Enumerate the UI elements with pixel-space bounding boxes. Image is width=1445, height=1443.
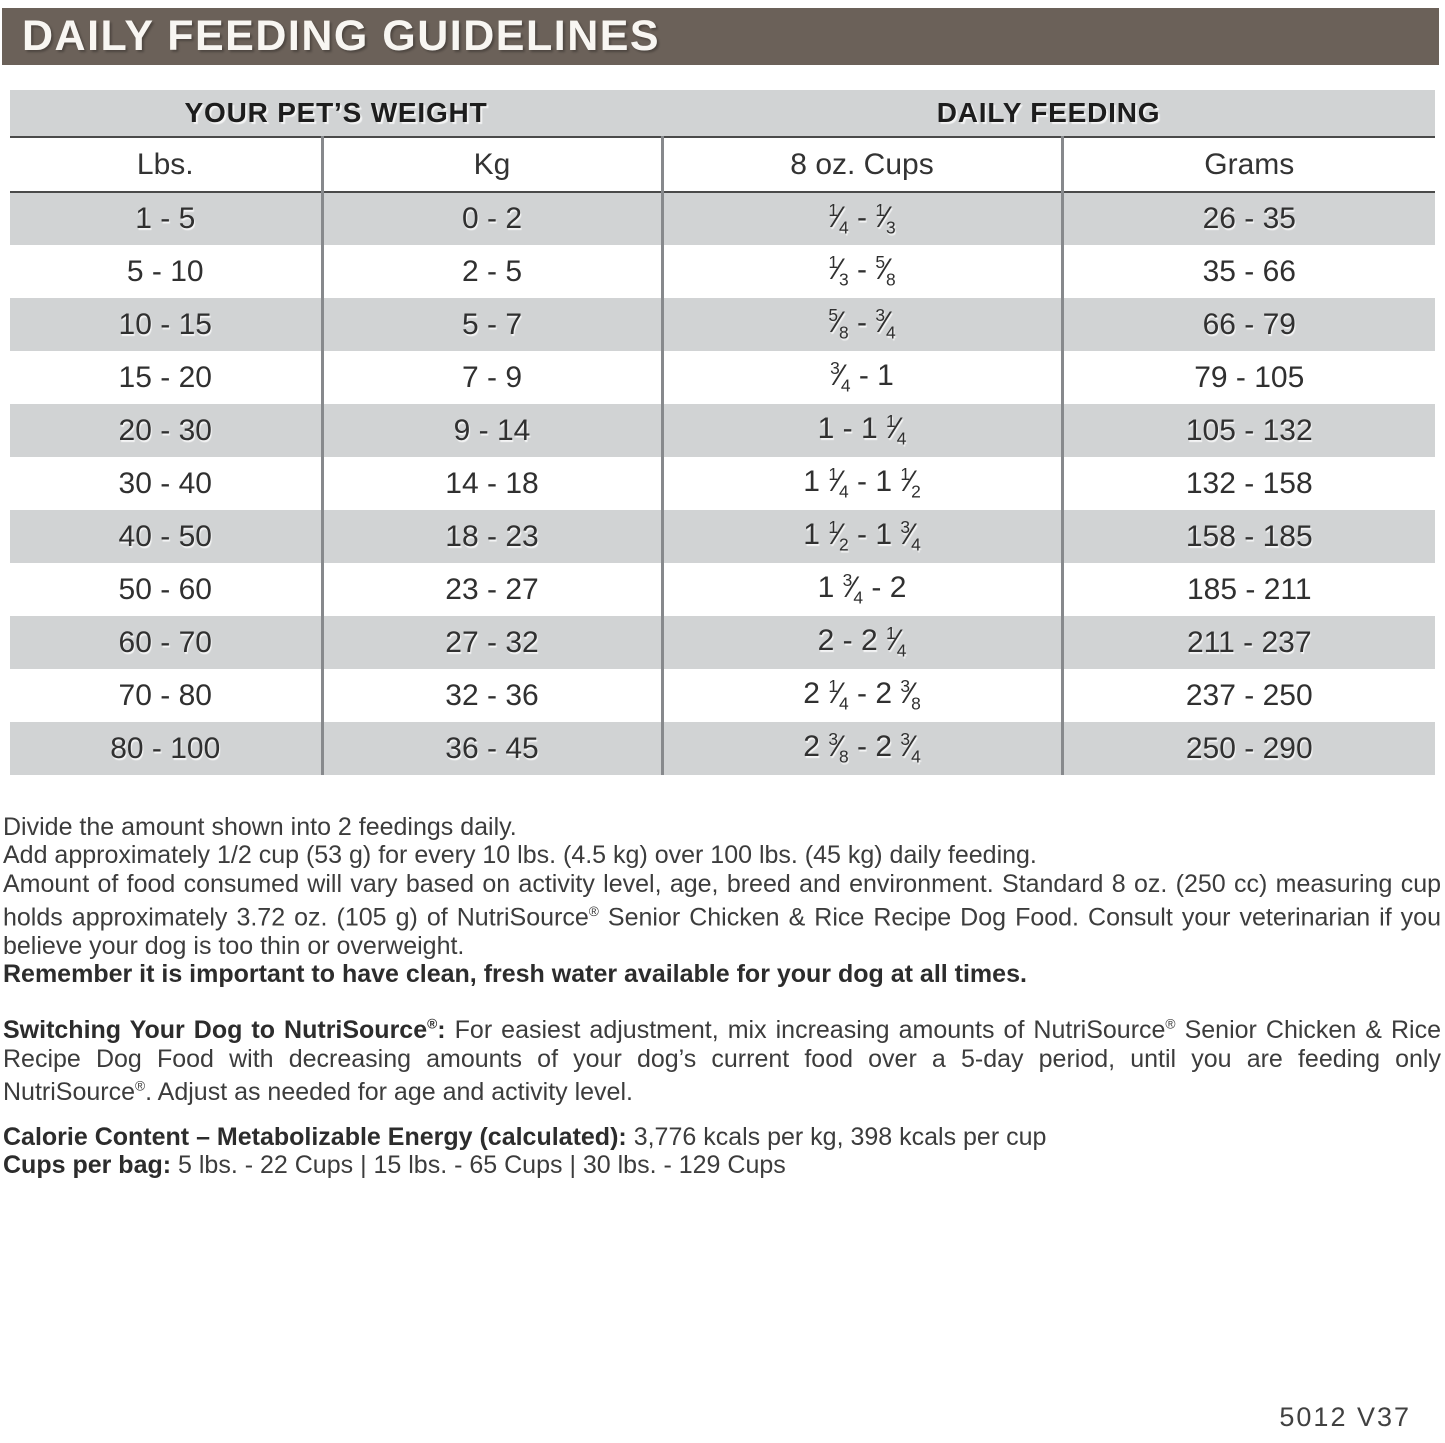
cell-kg: 5 - 7 (322, 298, 662, 351)
cell-lbs: 1 - 5 (10, 192, 322, 245)
cell-grams: 158 - 185 (1062, 510, 1435, 563)
page-title: DAILY FEEDING GUIDELINES (22, 12, 661, 60)
cell-cups: 1 - 1 $^1⁄_4$ (662, 404, 1062, 457)
table-row (10, 616, 1435, 669)
switching-body: For easiest adjustment, mix increasing amounts of NutriSource® Senior Chicken & Rice Recipe Dog Food with decreasing amounts of your dog’s current food over a 5-day period, until you are feeding only NutriSource®. Adjust as needed for age and activity level. (3, 1016, 1441, 1107)
col-header-kg: Kg (322, 137, 662, 192)
table-row (10, 298, 1435, 351)
cell-grams: 237 - 250 (1062, 669, 1435, 722)
calorie-content-line (3, 1123, 1441, 1151)
cell-kg: 36 - 45 (322, 722, 662, 775)
table-row (10, 510, 1435, 563)
cell-grams: 132 - 158 (1062, 457, 1435, 510)
cell-cups: 1 $^1⁄_4 - 1$ $^1⁄_2$ (662, 457, 1062, 510)
cell-cups: $^3⁄_4 - 1$ (662, 351, 1062, 404)
cell-kg: 14 - 18 (322, 457, 662, 510)
note-divide-feedings: Divide the amount shown into 2 feedings daily. (3, 813, 517, 841)
cell-grams: 105 - 132 (1062, 404, 1435, 457)
feeding-table-body (10, 192, 1435, 775)
cups-per-bag-label: Cups per bag: (3, 1151, 172, 1180)
calorie-section (3, 1123, 1441, 1180)
cell-lbs: 80 - 100 (10, 722, 322, 775)
cell-lbs: 15 - 20 (118, 360, 212, 394)
cell-cups: 2 $^3⁄_8 - 2$ $^3⁄_4$ (662, 722, 1062, 775)
cell-grams: 35 - 66 (1062, 245, 1435, 298)
table-row (10, 245, 1435, 298)
cell-cups: 2 $^1⁄_4 - 2$ $^3⁄_8$ (662, 669, 1062, 722)
col-header-grams: Grams (1062, 137, 1435, 192)
notes-section (3, 813, 1441, 988)
cell-cups: 1 $^1⁄_2 - 1$ $^3⁄_4$ (662, 510, 1062, 563)
cell-lbs: 10 - 15 (10, 298, 322, 351)
cell-kg: 2 - 5 (322, 245, 662, 298)
cell-grams: 79 - 105 (1062, 351, 1435, 404)
table-row (10, 457, 1435, 510)
cell-lbs: 60 - 70 (10, 616, 322, 669)
feeding-table (10, 90, 1435, 775)
cell-cups: $^5⁄_8$ - $^3⁄_4$ (662, 298, 1062, 351)
cups-per-bag-line (3, 1151, 1441, 1179)
cell-cups: $^1⁄_4$ - $^1⁄_3$ (662, 192, 1062, 245)
cell-grams: 26 - 35 (1062, 192, 1435, 245)
cell-kg: 27 - 32 (322, 616, 662, 669)
table-row (10, 669, 1435, 722)
col-header-lbs: Lbs. (10, 137, 322, 192)
table-row (10, 722, 1435, 775)
cell-lbs: 50 - 60 (118, 572, 212, 606)
cell-cups: 2 - 2 $^1⁄_4$ (662, 616, 1062, 669)
cups-per-bag-value: 5 lbs. - 22 Cups | 15 lbs. - 65 Cups | 30 lbs. - 129 Cups (178, 1151, 786, 1180)
cell-cups: $^1⁄_3$ - $^5⁄_8$ (662, 245, 1062, 298)
cell-lbs: 70 - 80 (118, 678, 212, 712)
note-amount-varies: Amount of food consumed will vary based on activity level, age, breed and environment. Standard 8 oz. (250 cc) measuring cup holds approximately 3.72 oz. (105 g) of NutriSource® Senior Chicken & Rice Recipe Dog Food. Consult your veterinarian if you believe your dog is too thin or overweight. (3, 869, 1441, 960)
cell-lbs: 40 - 50 (10, 510, 322, 563)
table-row (10, 404, 1435, 457)
cell-grams: 185 - 211 (1062, 563, 1435, 616)
cell-grams: 66 - 79 (1062, 298, 1435, 351)
switching-paragraph (3, 1011, 1441, 1107)
note-add-half-cup: Add approximately 1/2 cup (53 g) for every 10 lbs. (4.5 kg) over 100 lbs. (45 kg) daily feeding. (3, 841, 1037, 870)
group-header-pet-weight: YOUR PET’S WEIGHT (10, 90, 662, 137)
cell-grams: 211 - 237 (1062, 616, 1435, 669)
cell-kg: 9 - 14 (322, 404, 662, 457)
calorie-content-label: Calorie Content – Metabolizable Energy (calculated): (3, 1123, 627, 1151)
note-fresh-water: Remember it is important to have clean, fresh water available for your dog at all times. (3, 959, 1027, 988)
cell-lbs: 30 - 40 (118, 466, 212, 500)
title-bar (2, 8, 1439, 65)
col-header-cups: 8 oz. Cups (662, 137, 1062, 192)
table-row (10, 563, 1435, 616)
cell-lbs: 5 - 10 (126, 254, 204, 288)
switching-lead: Switching Your Dog to NutriSource®: (3, 1016, 446, 1045)
group-header-daily-feeding: DAILY FEEDING (662, 90, 1435, 137)
cell-kg: 32 - 36 (322, 669, 662, 722)
cell-grams: 250 - 290 (1062, 722, 1435, 775)
column-header-row (10, 137, 1435, 192)
table-row (10, 351, 1435, 404)
cell-kg: 23 - 27 (322, 563, 662, 616)
table-row (10, 192, 1435, 245)
calorie-content-value: 3,776 kcals per kg, 398 kcals per cup (633, 1123, 1047, 1151)
cell-kg: 0 - 2 (322, 192, 662, 245)
cell-kg: 18 - 23 (322, 510, 662, 563)
footer-code: 5012 V37 (1279, 1402, 1411, 1432)
cell-lbs: 20 - 30 (10, 404, 322, 457)
group-header-row (10, 90, 1435, 137)
cell-kg: 7 - 9 (322, 351, 662, 404)
cell-cups: 1 $^3⁄_4 - 2$ (662, 563, 1062, 616)
